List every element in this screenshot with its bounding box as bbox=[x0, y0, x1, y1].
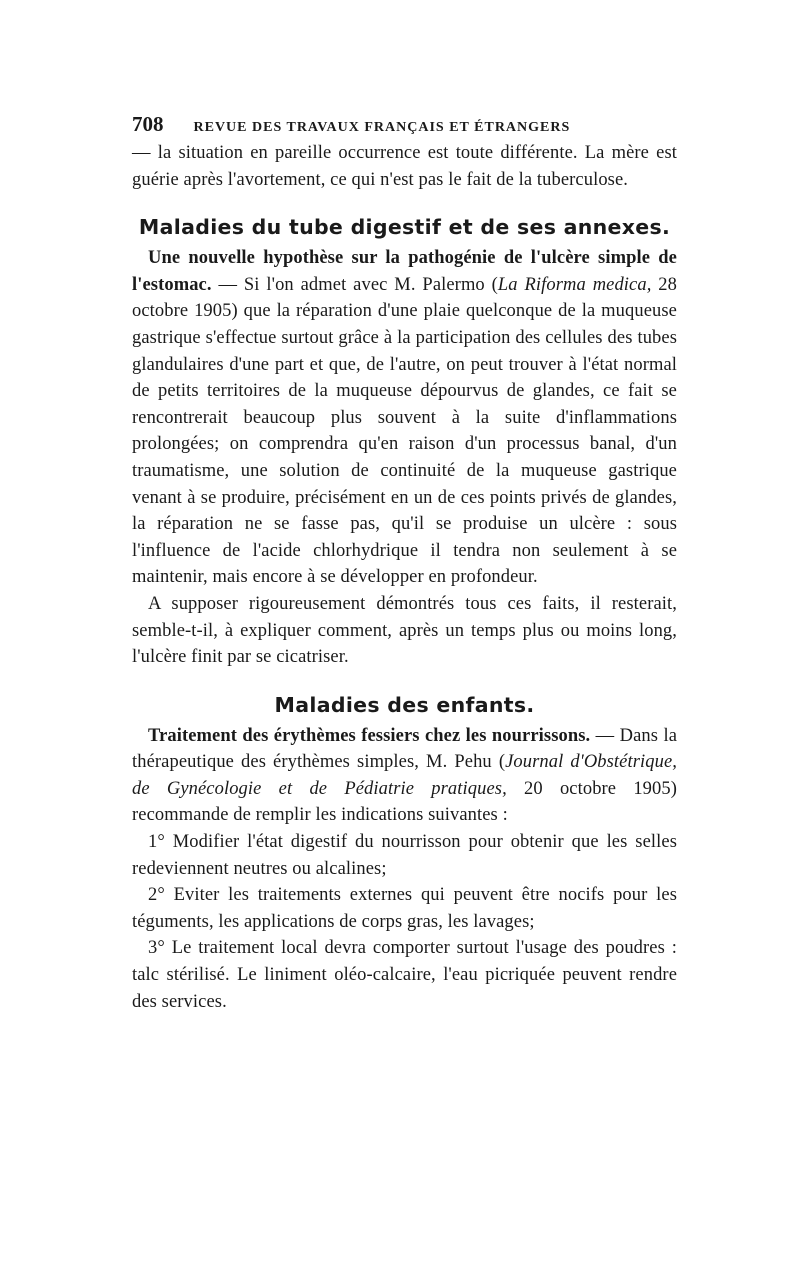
running-head bbox=[132, 112, 677, 140]
article-title-erythema: Traitement des érythèmes fessiers chez les nourrissons. bbox=[148, 725, 591, 746]
intro-paragraph: — la situation en pareille occurrence est toute différente. La mère est guérie après l'avortement, ce qui n'est pas le fait de la tuberculose. bbox=[132, 143, 677, 190]
ulcer-followup-paragraph: A supposer rigoureusement démontrés tous ces faits, il resterait, semble-t-il, à expliquer comment, après un temps plus ou moins long, l'ulcère finit par se cicatriser. bbox=[132, 593, 677, 668]
article-body-erythema: 20 octobre 1905) recommande de remplir les indications suivantes : bbox=[132, 778, 677, 826]
article-source-ulcer: La Riforma medica, bbox=[497, 274, 652, 295]
list-item: 2° Eviter les traitements externes qui peuvent être nocifs pour les téguments, les applications de corps gras, les lavages; bbox=[132, 885, 677, 932]
list-item: 3° Le traitement local devra comporter surtout l'usage des poudres : talc stérilisé. Le liniment oléo-calcaire, l'eau picriquée peuvent rendre des services. bbox=[132, 938, 677, 1012]
article-source-erythema: Journal d'Obstétrique, de Gynécologie et de Pédiatrie pratiques, bbox=[132, 752, 677, 799]
section-heading-digestive: Maladies du tube digestif et de ses annexes. bbox=[138, 215, 671, 240]
page-number: 708 bbox=[132, 112, 164, 136]
section-heading-children: Maladies des enfants. bbox=[274, 692, 535, 717]
running-title: REVUE DES TRAVAUX FRANÇAIS ET ÉTRANGERS bbox=[193, 120, 571, 135]
article-ulcer-paragraph bbox=[132, 245, 677, 591]
article-erythema-paragraph bbox=[132, 723, 677, 829]
article-lead-erythema: — Dans la thérapeutique des érythèmes simples, M. Pehu ( bbox=[132, 725, 678, 773]
article-lead-ulcer: — Si l'on admet avec M. Palermo ( bbox=[211, 274, 498, 295]
list-item: 1° Modifier l'état digestif du nourrisson pour obtenir que les selles redeviennent neutres ou alcalines; bbox=[132, 832, 677, 879]
document-page bbox=[132, 112, 677, 1015]
article-title-ulcer: Une nouvelle hypothèse sur la pathogénie de l'ulcère simple de l'estomac. bbox=[132, 248, 677, 295]
article-body-ulcer: 28 octobre 1905) que la réparation d'une plaie quelconque de la muqueuse gastrique s'effectue surtout grâce à la participation des cellules des tubes glandulaires d'une part et que, de l'autre, on peut trouver à l'état normal de petits territoires de la muqueuse dépourvus de glandes, ce fait se rencontrerait beaucoup plus souvent à la suite d'inflammations prolongées; on comprendra qu'en raison d'un processus banal, d'un traumatisme, une solution de continuité de la muqueuse gastrique venant à se produire, précisément en un de ces points privés de glandes, la réparation ne se fasse pas, qu'il se produise un ulcère : sous l'influence de l'acide chlorhydrique il tendra non seulement à se maintenir, mais encore à se développer en profondeur. bbox=[132, 274, 677, 588]
